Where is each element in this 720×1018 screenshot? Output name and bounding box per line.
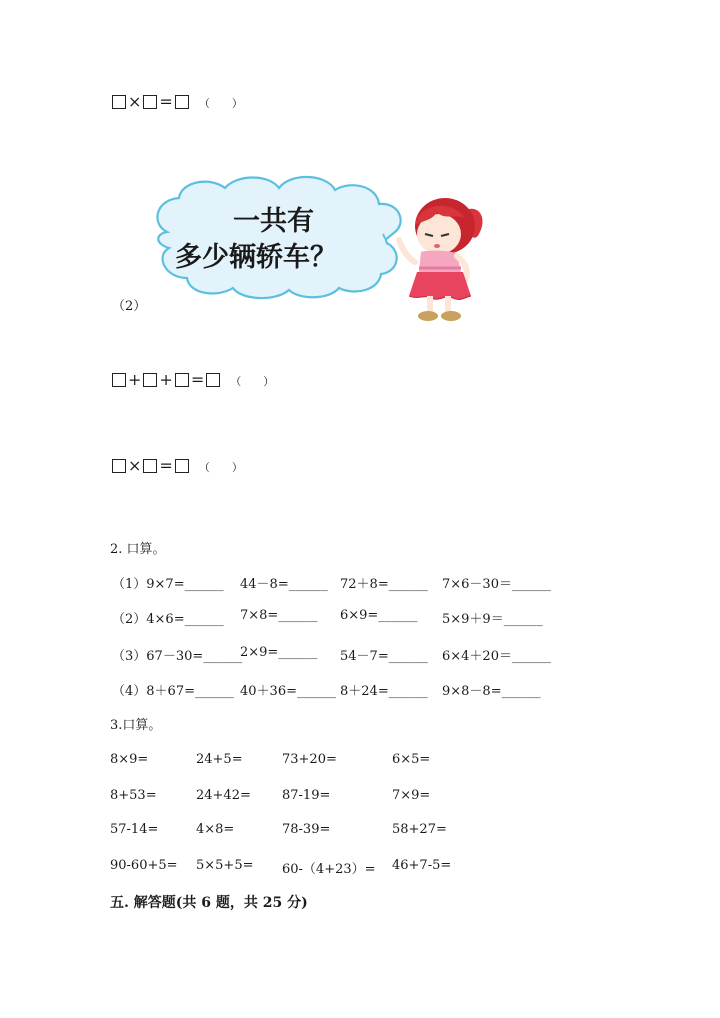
q3-row-2 — [110, 788, 630, 806]
problem: 90-60+5= — [110, 858, 178, 873]
paren-open: （ — [230, 375, 242, 388]
blank-box[interactable] — [206, 373, 220, 387]
problem: 7×8=______ — [240, 608, 318, 623]
operator: + — [128, 370, 142, 389]
paren-open: （ — [198, 461, 210, 474]
blank-box[interactable] — [143, 373, 157, 387]
answer-parens[interactable] — [199, 461, 243, 474]
blank-box[interactable] — [112, 459, 126, 473]
paren-close: ） — [231, 97, 243, 110]
bubble-text-line2: 多少辆轿车？ — [175, 242, 337, 273]
illustration — [145, 172, 490, 332]
blank-box[interactable] — [175, 373, 189, 387]
blank-box[interactable] — [175, 459, 189, 473]
problem: 24+5= — [196, 752, 243, 767]
operator: = — [190, 370, 205, 389]
problem: 44－8=______ — [240, 577, 328, 592]
section-heading: 五. 解答题(共 6 题，共 25 分) — [110, 895, 308, 911]
problem: 4×8= — [196, 822, 235, 837]
problem: 8+53= — [110, 788, 157, 803]
q2-row-4 — [112, 680, 632, 698]
operator: + — [159, 370, 173, 389]
problem: 8＋24=______ — [340, 684, 428, 699]
problem: 40＋36=______ — [240, 684, 336, 699]
bubble-text-line1: 一共有 — [233, 206, 314, 237]
problem: （3）67－30=______ — [112, 649, 243, 664]
blank-box[interactable] — [143, 459, 157, 473]
problem: （2）4×6=______ — [112, 612, 224, 627]
problem: 2×9=______ — [240, 645, 318, 660]
blank-box[interactable] — [143, 95, 157, 109]
q3-row-4 — [110, 858, 630, 876]
problem: 6×9=______ — [340, 608, 418, 623]
operator: × — [128, 456, 142, 475]
problem: 73+20= — [282, 752, 337, 767]
q3-title: 3.口算。 — [110, 718, 162, 733]
problem: 5×5+5= — [196, 858, 254, 873]
paren-close: ） — [231, 461, 243, 474]
operator: = — [159, 456, 173, 475]
problem: 72＋8=______ — [340, 577, 428, 592]
problem: 9×8－8=______ — [442, 684, 541, 699]
operator: × — [128, 92, 142, 111]
answer-parens[interactable] — [230, 375, 274, 388]
blank-box[interactable] — [112, 373, 126, 387]
part-label: （2） — [112, 299, 147, 314]
paren-close: ） — [263, 375, 275, 388]
problem: 6×5= — [392, 752, 431, 767]
answer-parens[interactable] — [199, 97, 243, 110]
problem: 54－7=______ — [340, 649, 428, 664]
blank-box[interactable] — [175, 95, 189, 109]
equation-2 — [112, 370, 274, 392]
problem: 6×4＋20＝______ — [442, 649, 551, 664]
q2-row-1 — [112, 573, 632, 591]
q3-row-3 — [110, 822, 630, 840]
problem: 5×9＋9＝______ — [442, 612, 543, 627]
q3-row-1 — [110, 752, 630, 770]
problem: 58+27= — [392, 822, 447, 837]
girl-icon — [399, 198, 483, 321]
q2-row-2 — [112, 608, 632, 626]
problem: 7×6－30＝______ — [442, 577, 551, 592]
problem: 7×9= — [392, 788, 431, 803]
blank-box[interactable] — [112, 95, 126, 109]
problem: 57-14= — [110, 822, 159, 837]
q2-row-3 — [112, 645, 632, 663]
problem: （4）8＋67=______ — [112, 684, 234, 699]
paren-open: （ — [198, 97, 210, 110]
problem: 46+7-5= — [392, 858, 452, 873]
problem: 8×9= — [110, 752, 149, 767]
speech-bubble-icon — [157, 177, 400, 298]
problem: 87-19= — [282, 788, 331, 803]
q2-title: 2. 口算。 — [110, 542, 166, 557]
equation-3 — [112, 456, 243, 478]
problem: 60-（4+23）= — [282, 862, 376, 877]
equation-1 — [112, 92, 243, 114]
operator: = — [159, 92, 173, 111]
problem: 24+42= — [196, 788, 251, 803]
problem: 78-39= — [282, 822, 331, 837]
problem: （1）9×7=______ — [112, 577, 224, 592]
